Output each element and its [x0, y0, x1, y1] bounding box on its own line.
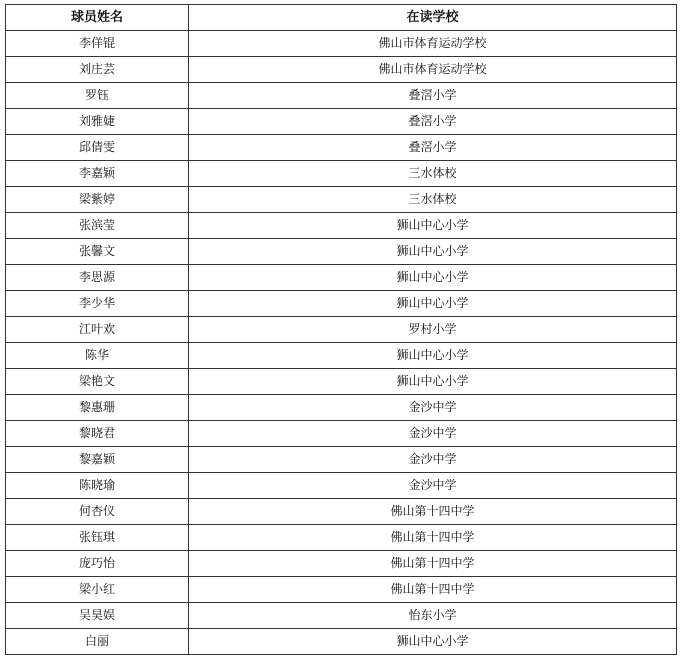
- school-cell: 金沙中学: [189, 473, 677, 499]
- player-name-cell: 梁小红: [6, 577, 189, 603]
- player-name-cell: 李嘉颖: [6, 161, 189, 187]
- table-row: [6, 291, 677, 317]
- table-row: [6, 629, 677, 655]
- player-name-cell: 张馨文: [6, 239, 189, 265]
- school-cell: 罗村小学: [189, 317, 677, 343]
- school-cell: 狮山中心小学: [189, 213, 677, 239]
- table-row: [6, 603, 677, 629]
- player-name-cell: 梁艳文: [6, 369, 189, 395]
- table-row: [6, 213, 677, 239]
- school-cell: 狮山中心小学: [189, 291, 677, 317]
- school-cell: 狮山中心小学: [189, 265, 677, 291]
- school-cell: 佛山第十四中学: [189, 551, 677, 577]
- table-row: [6, 109, 677, 135]
- school-cell: 叠滘小学: [189, 135, 677, 161]
- player-name-cell: 邱倩雯: [6, 135, 189, 161]
- player-name-cell: 张钰琪: [6, 525, 189, 551]
- table-row: [6, 239, 677, 265]
- table-row: [6, 447, 677, 473]
- table-row: [6, 57, 677, 83]
- player-name-cell: 庞巧怡: [6, 551, 189, 577]
- player-school-table: [5, 4, 677, 655]
- school-cell: 佛山第十四中学: [189, 525, 677, 551]
- table-row: [6, 395, 677, 421]
- player-name-cell: 张滨莹: [6, 213, 189, 239]
- table-row: [6, 577, 677, 603]
- player-name-cell: 罗钰: [6, 83, 189, 109]
- table-row: [6, 83, 677, 109]
- player-name-cell: 陈晓瑜: [6, 473, 189, 499]
- table-row: [6, 525, 677, 551]
- player-name-cell: 吴昊娱: [6, 603, 189, 629]
- player-name-cell: 刘雅婕: [6, 109, 189, 135]
- school-cell: 金沙中学: [189, 421, 677, 447]
- player-name-cell: 黎嘉颖: [6, 447, 189, 473]
- school-cell: 金沙中学: [189, 395, 677, 421]
- player-name-cell: 黎惠珊: [6, 395, 189, 421]
- table-row: [6, 499, 677, 525]
- player-name-cell: 黎晓君: [6, 421, 189, 447]
- table-row: [6, 31, 677, 57]
- school-cell: 佛山市体育运动学校: [189, 57, 677, 83]
- table-row: [6, 265, 677, 291]
- player-name-cell: 李思源: [6, 265, 189, 291]
- school-cell: 叠滘小学: [189, 109, 677, 135]
- header-school: 在读学校: [189, 5, 677, 31]
- table-row: [6, 317, 677, 343]
- school-cell: 狮山中心小学: [189, 343, 677, 369]
- school-cell: 怡东小学: [189, 603, 677, 629]
- school-cell: 佛山第十四中学: [189, 499, 677, 525]
- school-cell: 狮山中心小学: [189, 629, 677, 655]
- player-name-cell: 刘庄芸: [6, 57, 189, 83]
- table-row: [6, 421, 677, 447]
- school-cell: 狮山中心小学: [189, 239, 677, 265]
- player-name-cell: 陈华: [6, 343, 189, 369]
- school-cell: 三水体校: [189, 187, 677, 213]
- player-name-cell: 何杏仪: [6, 499, 189, 525]
- school-cell: 狮山中心小学: [189, 369, 677, 395]
- school-cell: 金沙中学: [189, 447, 677, 473]
- school-cell: 佛山第十四中学: [189, 577, 677, 603]
- school-cell: 叠滘小学: [189, 83, 677, 109]
- table-row: [6, 187, 677, 213]
- header-player-name: 球员姓名: [6, 5, 189, 31]
- table-row: [6, 161, 677, 187]
- player-name-cell: 李少华: [6, 291, 189, 317]
- player-name-cell: 白丽: [6, 629, 189, 655]
- school-cell: 三水体校: [189, 161, 677, 187]
- player-name-cell: 梁紫婷: [6, 187, 189, 213]
- player-name-cell: 江叶欢: [6, 317, 189, 343]
- table-header-row: [6, 5, 677, 31]
- table-row: [6, 473, 677, 499]
- table-row: [6, 135, 677, 161]
- table-row: [6, 343, 677, 369]
- table-body: [6, 31, 677, 655]
- player-name-cell: 李佯锟: [6, 31, 189, 57]
- school-cell: 佛山市体育运动学校: [189, 31, 677, 57]
- table-row: [6, 551, 677, 577]
- table-row: [6, 369, 677, 395]
